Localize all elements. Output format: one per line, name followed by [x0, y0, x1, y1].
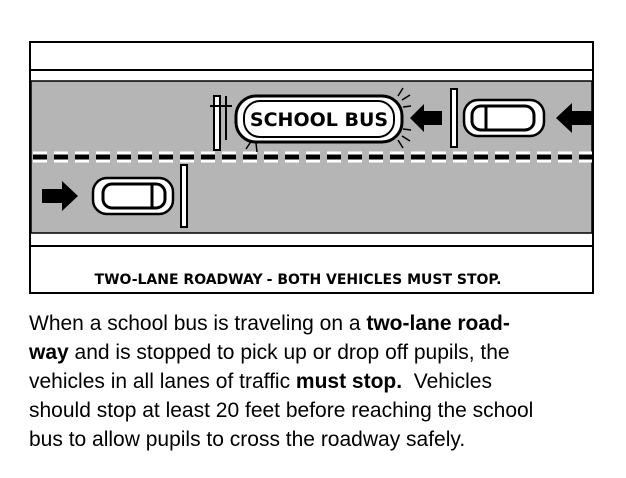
bus-label: SCHOOL BUS — [249, 109, 389, 131]
bold-text-run: two-lane road- — [366, 312, 510, 335]
stop-line-icon — [451, 89, 457, 147]
stop-line-icon — [181, 165, 187, 227]
caption-instruction: - BOTH VEHICLES MUST STOP. — [266, 272, 502, 288]
text-run: Vehicles — [402, 370, 492, 393]
school-bus-icon — [236, 96, 402, 142]
caption-roadway-type: TWO-LANE ROADWAY — [94, 272, 263, 288]
car-icon — [464, 100, 544, 136]
stop-line-icon — [214, 96, 220, 150]
paragraph-line — [29, 338, 609, 367]
car-icon — [93, 178, 173, 214]
bold-text-run: way — [29, 341, 69, 364]
paragraph-line — [29, 367, 609, 396]
text-run: and is stopped to pick up or drop off pupils, the — [68, 341, 510, 364]
diagram-caption — [0, 268, 596, 292]
paragraph-line — [29, 309, 609, 338]
text-run: vehicles in all lanes of traffic — [29, 370, 296, 393]
paragraph-line: bus to allow pupils to cross the roadway safely. — [29, 428, 466, 451]
paragraph-line: should stop at least 20 feet before reaching the school — [29, 399, 534, 422]
text-run: When a school bus is traveling on a — [29, 312, 367, 335]
explanation-paragraph — [29, 309, 609, 454]
bold-text-run: must stop. — [295, 370, 403, 393]
